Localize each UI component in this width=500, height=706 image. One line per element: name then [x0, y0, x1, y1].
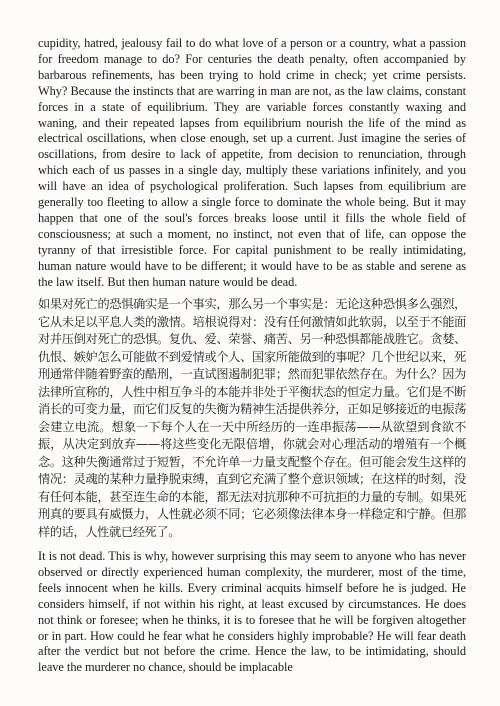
chinese-paragraph-1: 如果对死亡的恐惧确实是一个事实，那么另一个事实是：无论这种恐惧多么强烈，它从未足以平息人类的激情。培根说得对：没有任何激情如此软弱，以至于不能面对并压倒对死亡的恐惧。复仇、爱、荣誉、痛苦、另一种恐惧都能战胜它。贪婪、仇恨、嫉妒怎么可能做不到爱情或个人、国家所能做到的事呢？几个世纪以来，死刑通常伴随着野蛮的酷刑，一直试图遏制犯罪；然而犯罪依然存在。为什么？因为法律所宣称的，人性中相互争斗的本能并非处于平衡状态的恒定力量。它们是不断消长的可变力量，而它们反复的失衡为精神生活提供养分，正如足够接近的电振荡会建立电流。想象一下每个人在一天中所经历的一连串振荡——从欲望到食欲不振，从决定到放弃——将这些变化无限倍增，你就会对心理活动的增殖有一个概念。这种失衡通常过于短暂，不允许单一力量支配整个存在。但可能会发生这样的情况：灵魂的某种力量挣脱束缚，直到它充满了整个意识领域；在这样的时刻，没有任何本能，甚至连生命的本能，都无法对抗那种不可抗拒的力量的专制。如果死刑真的要具有威慑力，人性就必须不同；它必须像法律本身一样稳定和宁静。但那样的话，人性就已经死了。	[38, 297, 466, 539]
english-paragraph-1: cupidity, hatred, jealousy fail to do what love of a person or a country, what a passion for freedom manage to do? For centuries the death penalty, often accompanied by barbarous refinements, has been trying to hold crime in check; yet crime persists. Why? Because the instincts that are warring in man are not, as the law claims, constant forces in a state of equilibrium. They are variable forces constantly waxing and waning, and their repeated lapses from equilibrium nourish the life of the mind as electrical oscillations, when close enough, set up a current. Just imagine the series of oscillations, from desire to lack of appetite, from decision to renunciation, through which each of us passes in a single day, multiply these variations infinitely, and you will have an idea of psychological proliferation. Such lapses from equilibrium are generally too fleeting to allow a single force to dominate the whole being. But it may happen that one of the soul's forces breaks loose until it fills the whole field of consciousness; at such a moment, no instinct, not even that of life, can oppose the tyranny of that irresistible force. For capital punishment to be really intimidating, human nature would have to be different; it would have to be as stable and serene as the law itself. But then human nature would be dead.	[38, 36, 466, 289]
english-paragraph-2: It is not dead. This is why, however surprising this may seem to anyone who has never observed or directly experienced human complexity, the murderer, most of the time, feels innocent when he kills. Every criminal acquits himself before he is judged. He considers himself, if not within his right, at least excused by circumstances. He does not think or foresee; when he thinks, it is to foresee that he will be forgiven altogether or in part. How could he fear what he considers highly improbable? He will fear death after the verdict but not before the crime. Hence the law, to be intimidating, should leave the murderer no chance, should be implacable	[38, 549, 466, 675]
